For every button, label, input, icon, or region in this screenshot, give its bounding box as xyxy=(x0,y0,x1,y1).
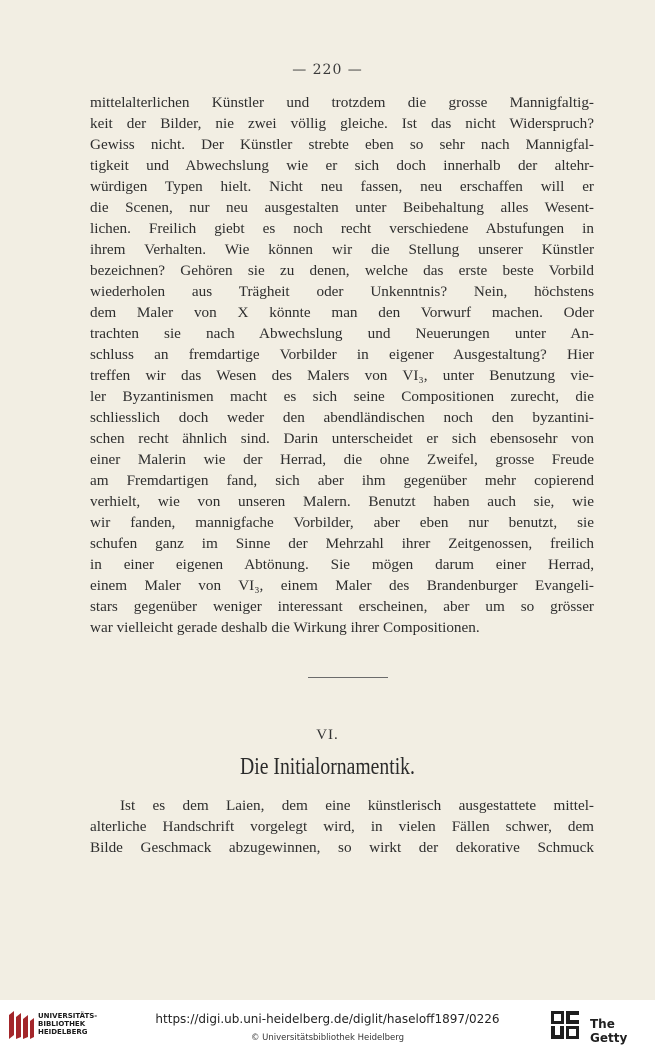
text-line: lichen. Freilich giebt es noch recht verschiedene Abstufungen in xyxy=(90,220,594,237)
text-line: treffen wir das Wesen des Malers von VI₃, unter Benutzung vie- xyxy=(90,367,594,384)
section-divider xyxy=(308,677,388,678)
text-line: dem Maler von X könnte man den Vorwurf machen. Oder xyxy=(90,304,594,321)
text-line: war vielleicht gerade deshalb die Wirkung ihrer Compositionen. xyxy=(90,619,480,636)
text-line: ler Byzantinismen macht es sich seine Compositionen zurecht, die xyxy=(90,388,594,405)
text-line: die Scenen, nur neu ausgestalten unter Beibehaltung alles Wesent- xyxy=(90,199,594,216)
text-line: einem Maler von VI₃, einem Maler des Brandenburger Evangeli- xyxy=(90,577,594,594)
text-line: einer Malerin wie der Herrad, die ohne Zweifel, grosse Freude xyxy=(90,451,594,468)
text-line: wiederholen aus Trägheit oder Unkenntnis? Nein, höchstens xyxy=(90,283,594,300)
text-line: trachten sie nach Abwechslung und Neuerungen unter An- xyxy=(90,325,594,342)
viewer-footer xyxy=(0,1000,655,1050)
section-title: Die Initialornamentik. xyxy=(240,754,415,780)
text-line: tigkeit und Abwechslung wie er sich doch innerhalb der altehr- xyxy=(90,157,594,174)
text-line: ihrem Verhalten. Wie können wir die Stellung unserer Künstler xyxy=(90,241,594,258)
text-line: schufen ganz im Sinne der Mehrzahl ihrer Zeitgenossen, freilich xyxy=(90,535,594,552)
text-line: Gewiss nicht. Der Künstler strebte eben so sehr nach Mannigfal- xyxy=(90,136,594,153)
getty-name: The Getty xyxy=(590,1017,628,1045)
text-line: Ist es dem Laien, dem eine künstlerisch ausgestattete mittel- xyxy=(120,797,594,814)
text-line: am Fremdartigen fand, sich aber ihm gegenüber mehr copierend xyxy=(90,472,594,489)
page-number: — 220 — xyxy=(292,62,363,78)
text-line: in einer eigenen Abtönung. Sie mögen darum einer Herrad, xyxy=(90,556,594,573)
copyright-notice: © Universitätsbibliothek Heidelberg xyxy=(250,1033,404,1043)
text-line: Bilde Geschmack abzugewinnen, so wirkt der dekorative Schmuck xyxy=(90,839,594,856)
text-line: wir fanden, mannigfache Vorbilder, aber eben nur benutzt, sie xyxy=(90,514,594,531)
section-number: VI. xyxy=(316,727,339,743)
permalink-url[interactable]: https://digi.ub.uni-heidelberg.de/diglit/haseloff1897/0226 xyxy=(155,1012,500,1026)
text-line: keit der Bilder, nie zwei völlig gleiche. Ist das nicht Widerspruch? xyxy=(90,115,594,132)
text-line: stars gegenüber weniger interessant erscheinen, aber um so grösser xyxy=(90,598,594,615)
text-line: würdigen Typen hielt. Nicht neu fassen, neu erschaffen will er xyxy=(90,178,594,195)
paragraph-top xyxy=(90,92,594,638)
text-line: mittelalterlichen Künstler und trotzdem die grosse Mannigfaltig- xyxy=(90,94,594,111)
getty-logo-icon xyxy=(551,1011,581,1041)
text-line: schen recht ähnlich sind. Darin unterscheidet er sich ebensosehr von xyxy=(90,430,594,447)
text-line: verhielt, wie von unseren Malern. Benutzt haben auch sie, wie xyxy=(90,493,594,510)
text-line: alterliche Handschrift vorgelegt wird, in vielen Fällen schwer, dem xyxy=(90,818,594,835)
paragraph-bottom xyxy=(90,795,594,858)
text-line: schliesslich doch weder den abendländischen noch den byzantini- xyxy=(90,409,594,426)
text-line: schluss an fremdartige Vorbilder in eigener Ausgestaltung? Hier xyxy=(90,346,594,363)
text-line: bezeichnen? Gehören sie zu denen, welche das erste beste Vorbild xyxy=(90,262,594,279)
university-library-name: UNIVERSITÄTS- BIBLIOTHEK HEIDELBERG xyxy=(38,1012,98,1036)
